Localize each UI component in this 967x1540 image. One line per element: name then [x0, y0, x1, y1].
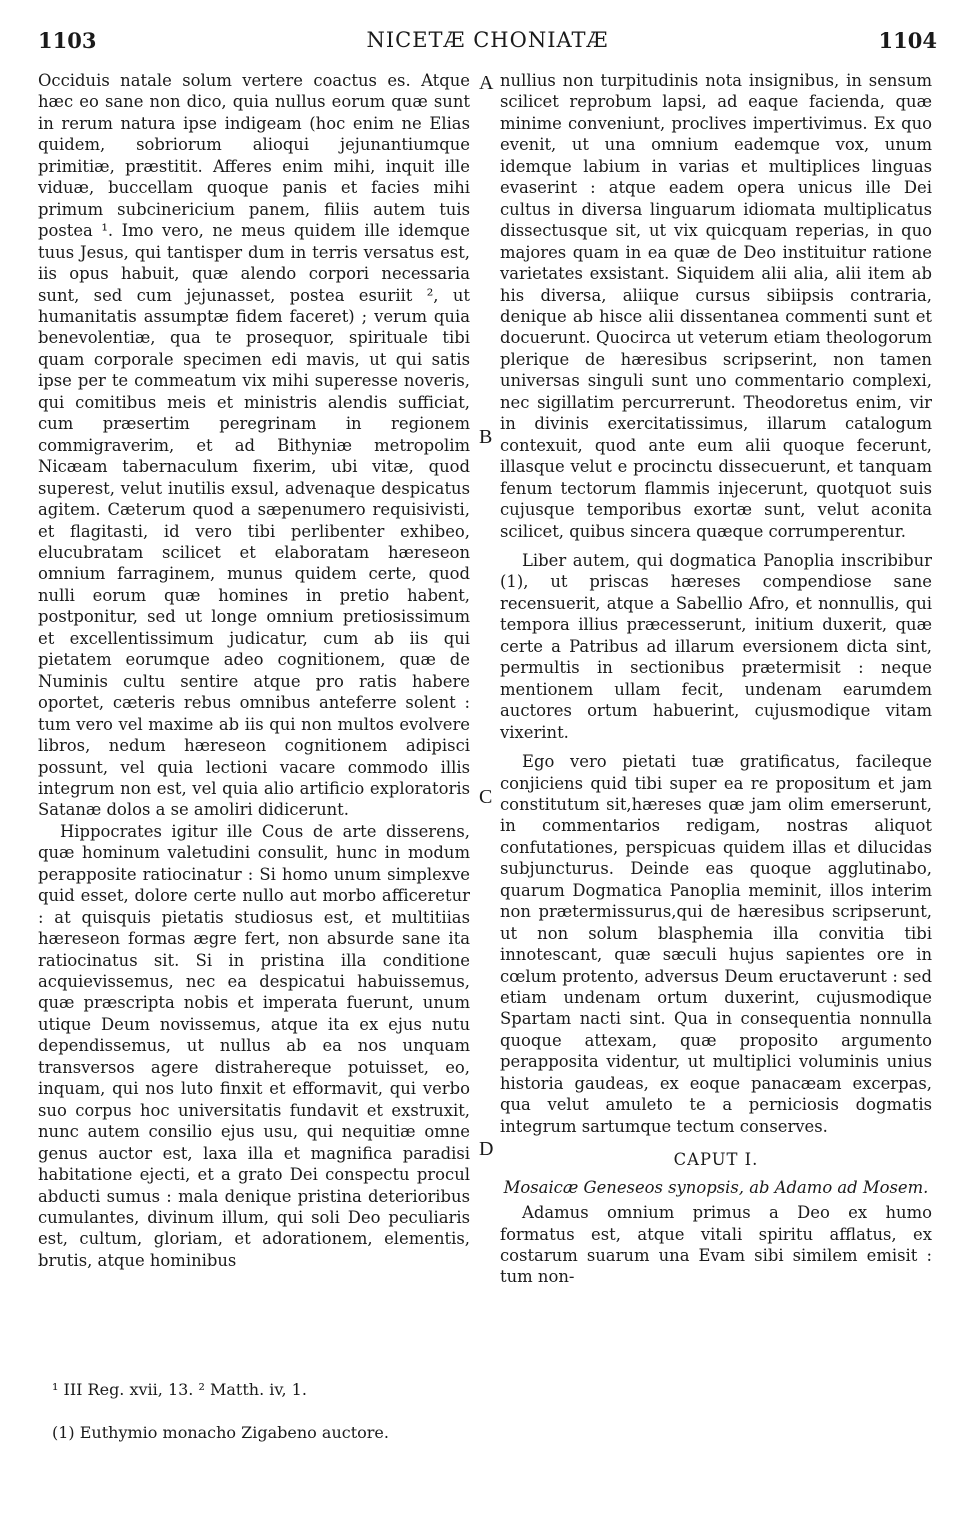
page-number-right: 1104 [878, 28, 937, 53]
right-paragraph: Liber autem, qui dogmatica Panoplia inscribibur (1), ut priscas hæreses compendiose sane recensuerit, atque a Sabellio Afro, et nonnullis, qui tempora illius præcesserunt, initium duxerit, quæ certe a Patribus ad illarum eversionem dicta sint, permultis in sectionibus prætermisit : neque mentionem ullam fecit, undenam earumdem auctores ortum habuerint, cujusmodique vitam vixerint. [500, 550, 932, 742]
page-number-left: 1103 [38, 28, 97, 53]
right-paragraph: Adamus omnium primus a Deo ex humo formatus est, atque vitali spiritu afflatus, ex costarum suarum una Evam sibi similem emisit : tum non- [500, 1203, 932, 1287]
footnote-editorial: (1) Euthymio monacho Zigabeno auctore. [52, 1423, 389, 1442]
right-paragraph: Ego vero pietati tuæ gratificatus, facileque conjiciens quid tibi super ea re propositum et jam constitutum sit,hæreses quæ jam olim emerserunt, in commentarios redigam, nostras aliquot confutationes, perspicuas quidem illas et dilucidas subjuncturus. Deinde eas quoque agglutinabo, quarum Dogmatica Panoplia meminit, illos interim non prætermissurus,qui de hæresibus scripserunt, ut non solum blasphemia illa convitia tibi innotescant, quæ sæculi hujus sapientes ore in cœlum protento, adversus Deum eructaverunt : sed etiam undenam ortum duxerint, cujusmodique Spartam nacti sint. Qua in consequentia nonnulla quoque attexam, quæ proposito argumento perapposita videntur, ut multiplici voluminis unius historia gaudeas, ex eoque panacæam excerpas, qua velut amuleto te a perniciosis dogmatis integrum sartumque tectum conserves. [500, 752, 932, 1136]
right-column [500, 70, 932, 1288]
margin-marker-d: D [479, 1138, 494, 1160]
margin-marker-c: C [479, 786, 493, 808]
left-paragraph: Hippocrates igitur ille Cous de arte disserens, quæ hominum valetudini consulit, hunc in modum perapposite ratiocinatur : Si homo unum simplexve quid esset, dolore certe nullo aut morbo afficeretur : at quisquis pietatis studiosus est, et multitiias hæreseon formas ægre fert, non absurde sane ita ratiocinatus sit. Si in pristina illa conditione acquievissemus, nec ea despicatui habuissemus, quæ præscripta nobis et imperata fuerunt, unum utique Deum novissemus, atque ita ex ejus nutu dependissemus, ut nullus ab ea nos unquam transversos agere distrahereque potuisset, eo, inquam, qui nos luto finxit et efformavit, qui verbo suo corpus hoc universitatis fundavit et exstruxit, nunc autem consilio ejus usu, qui nequitiæ omne genus auctor est, laxa illa et magnifica paradisi habitatione ejecti, et a grato Dei conspectu procul abducti sumus : mala denique pristina deterioribus cumulantes, divinum illum, qui soli Deo peculiaris est, cultum, gloriam, et adorationem, elementis, brutis, atque hominibus [38, 821, 470, 1270]
footnote-scripture: ¹ III Reg. xvii, 13. ² Matth. iv, 1. [52, 1380, 307, 1399]
running-title: NICETÆ CHONIATÆ [366, 28, 609, 52]
left-paragraph: Occiduis natale solum vertere coactus es. Atque hæc eo sane non dico, quia nullus eorum quæ sunt in rerum natura ipse indigeam (hoc enim ne Elias quidem, sobriorum alioqui jejunantiumque primitiæ, præstitit. Afferes enim mihi, inquit ille viduæ, buccellam quoque panis et facies mihi primum subcinericium panem, filiis autem tuis postea ¹. Imo vero, ne meus quidem ille idemque tuus Jesus, qui tantisper dum in terris versatus est, iis opus habuit, quæ alendo corpori necessaria sunt, sed cum jejunasset, postea esuriit ², ut humanitatis assumptæ fidem faceret) ; verum quia benevolentiæ, qua te prosequor, spirituale tibi quam corporale specimen edi mavis, ut qui satis ipse per te commeatum vix mihi superesse noveris, qui comitibus meis et ministris alendis sufficiat, cum præsertim peregrinam in regionem commigraverim, et ad Bithyniæ metropolim Nicæam tabernaculum fixerim, ubi vitæ, quod superest, velut inutilis exsul, advenaque despicatus agitem. Cæterum quod a sæpenumero requisivisti, et flagitasti, id vero tibi perlibenter exhibeo, elucubratam scilicet et elaboratam hæreseon omnium farraginem, munus quidem certe, quod nulli eorum quæ homines in pretio habent, postponitur, sed ut longe omnium pretiosissimum et excellentissimum judicatur, cum ab iis qui pietatem eorumque adeo cognitionem, quæ de Numinis cultu sentire atque pro ratis habere oportet, cæteris rebus omnibus anteferre solent : tum vero vel maxime ab iis qui non multos evolvere libros, nedum hæreseon cognitionem adipisci possunt, vel quia lectioni vacare commodo illis integrum non est, vel quia alio artificio exploratoris Satanæ dolos a se amoliri didicerunt. [38, 71, 470, 820]
left-column [38, 70, 470, 1271]
running-header [38, 28, 937, 58]
margin-marker-b: B [479, 426, 493, 448]
margin-marker-a: A [479, 72, 494, 94]
chapter-subtitle: Mosaicæ Geneseos synopsis, ab Adamo ad Mosem. [503, 1177, 929, 1197]
right-paragraph: nullius non turpitudinis nota insignibus, in sensum scilicet reprobum lapsi, ad eaque facienda, quæ minime conveniunt, proclives impertivimus. Ex quo evenit, ut una omnium eademque vox, unum idemque labium in varias et multiplices linguas evaserint : atque eadem opera unicus ille Dei cultus in diversa linguarum idiomata multiplicatus dissectusque sit, ut vix quicquam reperias, in quo majores quam in ea quæ de Deo instituitur ratione varietates exsistant. Siquidem alii alia, alii item ab his diversa, aliique cursus sibiipsis contraria, denique ab hisce alii dissentanea commenti sunt et docuerunt. Quocirca ut veterum etiam theologorum plerique de hæresibus scripserint, non tamen universas singuli sunt uno commentario complexi, nec sigillatim percurrerunt. Theodoretus enim, vir in divinis exercitatissimus, illarum catalogum contexuit, quod ante eum alii quoque fecerunt, illasque velut e procinctu dissecuerunt, et tanquam fenum tectorum flammis injecerunt, quotquot suis cujusque temporibus exortæ sunt, velut aconita scilicet, quibus sincera quæque corrumperentur. [500, 71, 932, 541]
chapter-heading: CAPUT I. [673, 1150, 759, 1170]
